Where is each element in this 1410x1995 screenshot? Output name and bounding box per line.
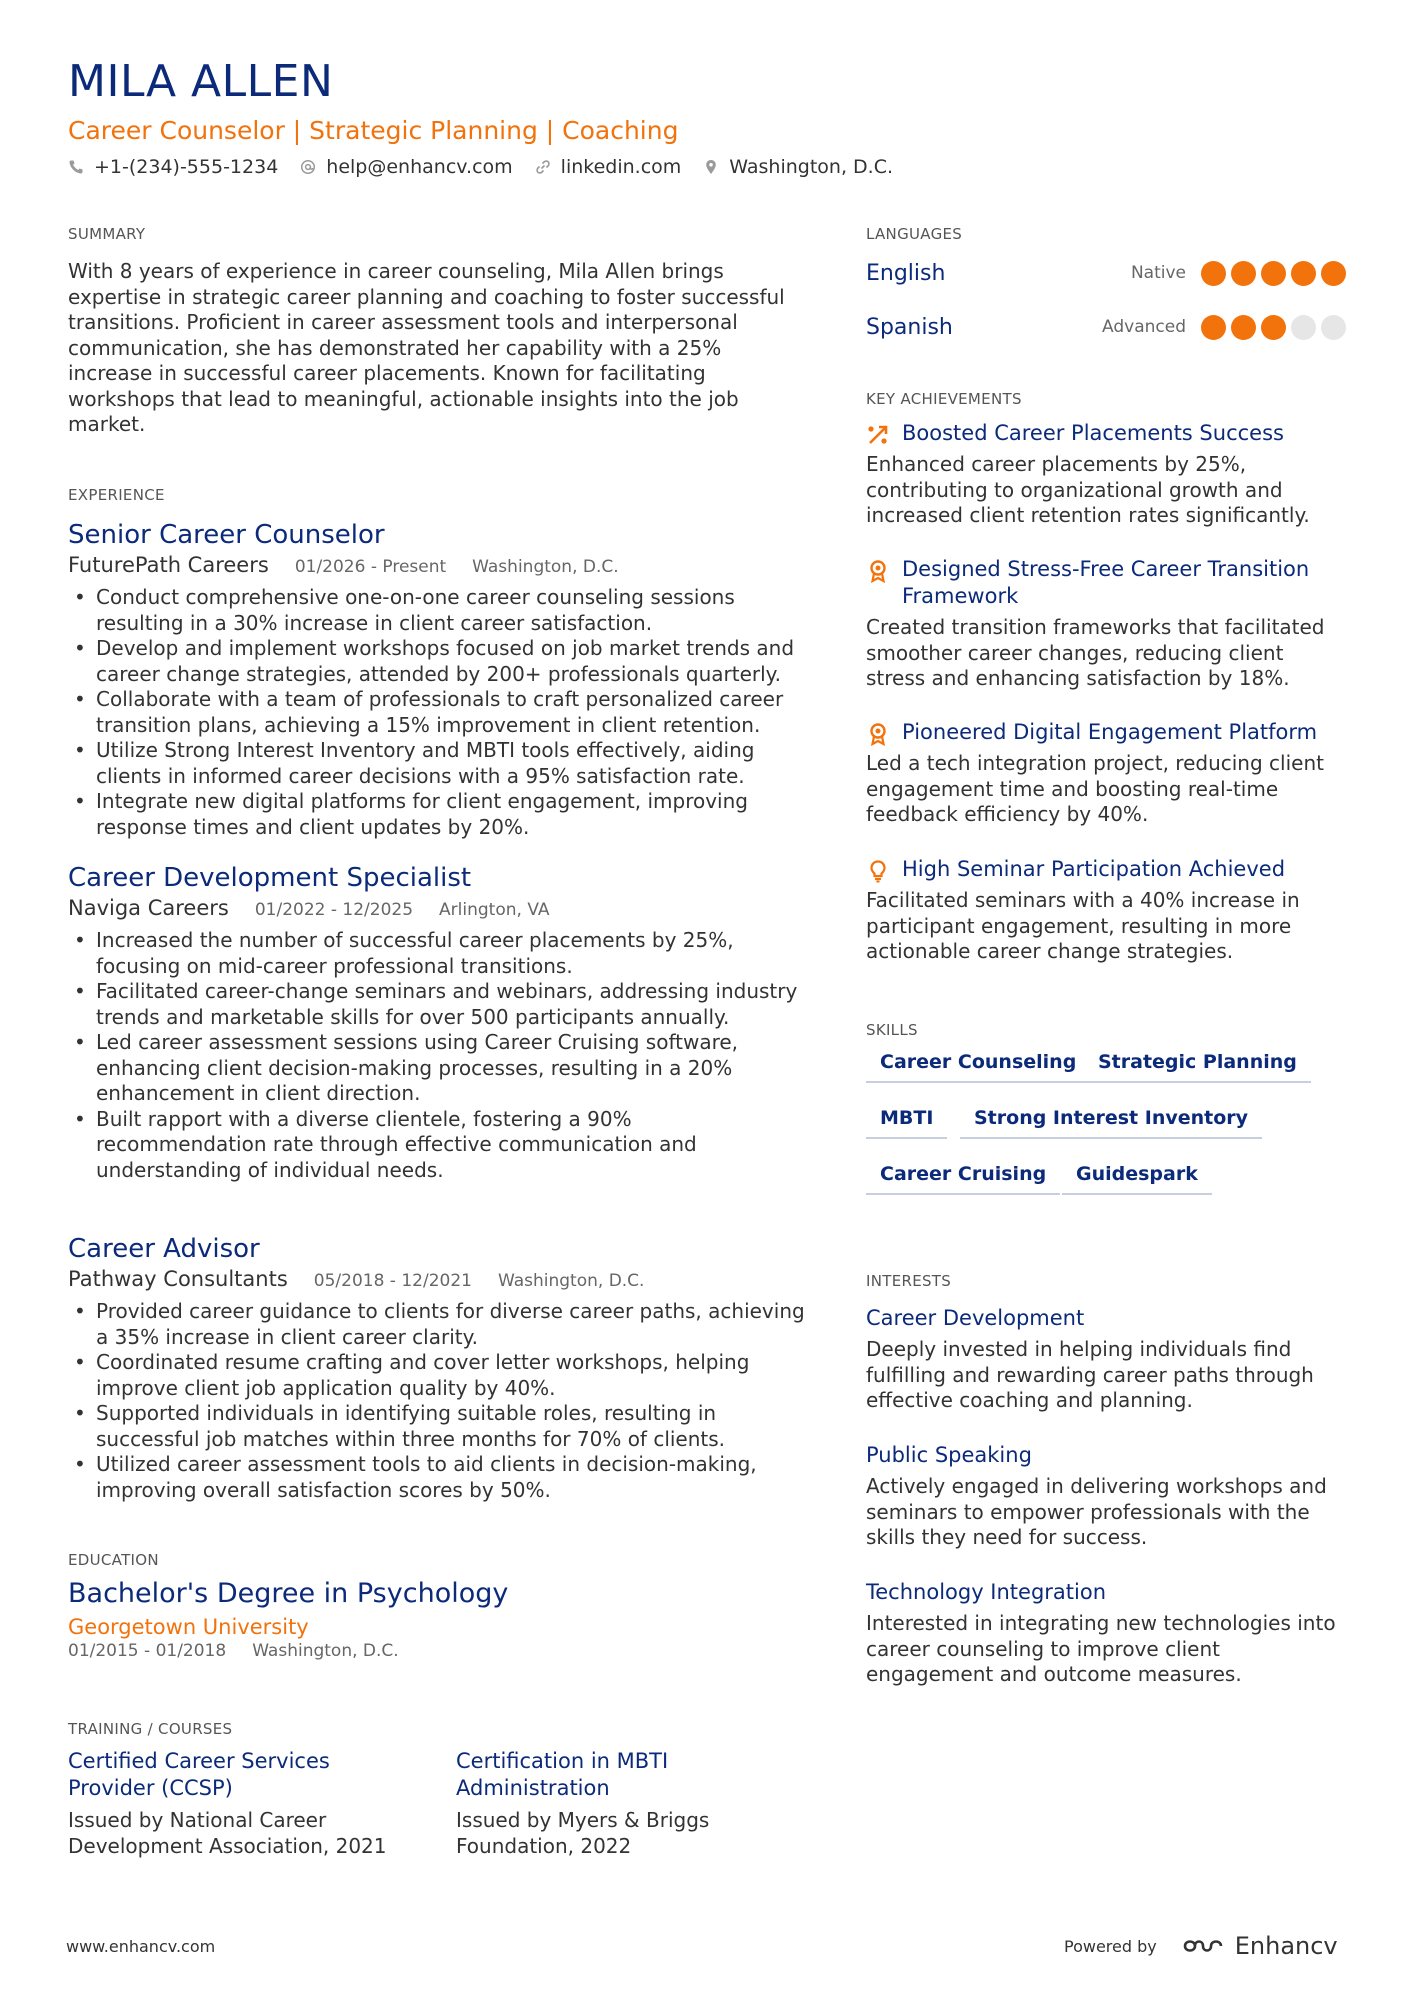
interest-entry [866,1442,1346,1551]
contact-phone[interactable] [68,156,278,178]
achievement-entry [866,420,1346,529]
achievements-heading: KEY ACHIEVEMENTS [866,390,1022,408]
achievement-entry [866,719,1346,828]
course-desc: Issued by Myers & Briggs Foundation, 2022 [456,1808,710,1858]
interest-desc: Deeply invested in helping individuals find fulfilling and rewarding career paths through effective coaching and planning. [866,1337,1314,1412]
achievement-head [866,856,1346,883]
job-bullets [68,585,808,840]
linkedin-text: linkedin.com [560,156,682,178]
education-entry [68,1577,808,1661]
job-bullet: • Supported individuals in identifying suitable roles, resulting in successful job matches within three months for 70% of clients. [68,1401,808,1452]
job-bullet: • Integrate new digital platforms for client engagement, improving response times and client updates by 20%. [68,789,808,840]
language-name: English [866,260,946,286]
job-bullet: • Led career assessment sessions using Career Cruising software, enhancing client decision-making processes, resulting in a 20% enhancement in client direction. [68,1030,808,1107]
achievement-entry [866,856,1346,965]
job-company: Pathway Consultants [68,1267,288,1291]
achievement-head [866,420,1346,447]
enhancv-logo-icon [1181,1935,1225,1957]
candidate-title: Career Counselor | Strategic Planning | Coaching [68,116,679,145]
achievement-head [866,719,1346,746]
course-desc: Issued by National Career Development Association, 2021 [68,1808,387,1858]
summary-heading: SUMMARY [68,225,146,243]
achievement-desc: Created transition frameworks that facilitated smoother career changes, reducing client stress and enhancing satisfaction by 18%. [866,615,1325,690]
language-rating [1201,315,1346,340]
job-company: Naviga Careers [68,896,229,920]
job-bullet: • Built rapport with a diverse clientele, fostering a 90% recommendation rate through effective communication and understanding of individual needs. [68,1107,808,1184]
rating-dot [1231,315,1256,340]
course-title: Certification in MBTI Administration [456,1749,669,1800]
job-bullet: • Increased the number of successful career placements by 25%, focusing on mid-career professional transitions. [68,928,808,979]
powered-by-label: Powered by [1064,1936,1157,1956]
skill-tag: Strong Interest Inventory [960,1107,1262,1139]
interest-title: Career Development [866,1306,1085,1330]
rating-dot [1291,315,1316,340]
job-entry [68,1233,808,1503]
award-icon [866,722,890,746]
language-row [866,257,1346,289]
job-bullet: • Utilize Strong Interest Inventory and MBTI tools effectively, aiding clients in informed career decisions with a 95% satisfaction rate. [68,738,808,789]
job-dates: 01/2022 - 12/2025 [254,900,414,920]
language-name: Spanish [866,314,953,340]
brand-logo[interactable] [1181,1932,1338,1960]
interest-entry [866,1579,1346,1688]
contact-email[interactable] [300,156,512,178]
rating-dot [1261,261,1286,286]
job-bullets [68,928,808,1183]
email-text: help@enhancv.com [326,156,513,178]
rating-dot [1201,261,1226,286]
course-title: Certified Career Services Provider (CCSP) [68,1749,330,1800]
rating-dot [1291,261,1316,286]
education-dates: 01/2015 - 01/2018 [68,1641,227,1661]
job-company: FuturePath Careers [68,553,269,577]
rating-dot [1201,315,1226,340]
lightbulb-icon [866,859,890,883]
interests-heading: INTERESTS [866,1272,952,1290]
contact-location [703,156,893,178]
achievement-title: Pioneered Digital Engagement Platform [902,720,1318,744]
link-icon [535,159,551,175]
rating-dot [1321,315,1346,340]
job-entry [68,519,808,840]
education-meta [68,1641,808,1661]
contact-linkedin[interactable] [535,156,682,178]
job-dates: 05/2018 - 12/2021 [313,1271,472,1291]
rating-dot [1231,261,1256,286]
training-heading: TRAINING / COURSES [68,1720,233,1738]
language-rating [1201,261,1346,286]
job-location: Arlington, VA [439,900,550,920]
job-bullet: • Collaborate with a team of professionals to craft personalized career transition plans, achieving a 15% improvement in client retention. [68,687,808,738]
achievement-title: High Seminar Participation Achieved [902,857,1286,881]
location-text: Washington, D.C. [729,156,894,178]
contact-bar [68,156,893,178]
phone-text: +1-(234)-555-1234 [94,156,279,178]
job-meta [68,553,808,577]
location-pin-icon [703,159,719,175]
growth-icon [866,423,890,447]
job-title: Career Development Specialist [68,863,472,893]
job-meta [68,1267,808,1291]
skill-tag: Career Counseling [866,1051,1090,1083]
interest-desc: Interested in integrating new technologies into career counseling to improve client engagement and outcome measures. [866,1611,1336,1686]
job-dates: 01/2026 - Present [294,557,447,577]
experience-heading: EXPERIENCE [68,486,165,504]
candidate-name: MILA ALLEN [68,56,334,107]
job-title: Senior Career Counselor [68,520,385,550]
interest-title: Public Speaking [866,1443,1032,1467]
interest-entry [866,1305,1346,1414]
achievement-desc: Enhanced career placements by 25%, contributing to organizational growth and increased client retention rates significantly. [866,452,1310,527]
interest-title: Technology Integration [866,1580,1107,1604]
achievement-title: Boosted Career Placements Success [902,421,1284,445]
summary-text: With 8 years of experience in career counseling, Mila Allen brings expertise in strategic career planning and coaching to foster successful transitions. Proficient in career assessment tools and interpersonal communication, she has demonstrated her capability with a 25% increase in successful career placements. Known for facilitating workshops that lead to meaningful, actionable insights into the job market. [68,259,785,436]
achievement-entry [866,556,1346,692]
education-location: Washington, D.C. [252,1641,399,1661]
job-bullet: • Utilized career assessment tools to aid clients in decision-making, improving overall satisfaction scores by 50%. [68,1452,808,1503]
job-location: Washington, D.C. [497,1271,645,1291]
at-icon [300,159,316,175]
interest-desc: Actively engaged in delivering workshops and seminars to empower professionals with the skills they need for success. [866,1474,1327,1549]
skill-tag: MBTI [866,1107,947,1139]
job-bullet: • Develop and implement workshops focused on job market trends and career change strategies, attended by 200+ professionals quarterly. [68,636,808,687]
skill-tag: Strategic Planning [1084,1051,1311,1083]
education-school: Georgetown University [68,1615,309,1639]
job-bullet: • Provided career guidance to clients for diverse career paths, achieving a 35% increase in client career clarity. [68,1299,808,1350]
achievement-head [866,556,1346,610]
education-degree: Bachelor's Degree in Psychology [68,1578,509,1609]
job-entry [68,862,808,1183]
brand-name: Enhancv [1234,1932,1338,1960]
job-location: Washington, D.C. [472,557,619,577]
achievement-desc: Facilitated seminars with a 40% increase in participant engagement, resulting in more actionable career change strategies. [866,888,1300,963]
footer-website[interactable]: www.enhancv.com [66,1937,216,1956]
rating-dot [1321,261,1346,286]
job-meta [68,896,808,920]
award-icon [866,559,890,583]
job-bullets [68,1299,808,1503]
skill-tag: Career Cruising [866,1163,1060,1195]
achievement-desc: Led a tech integration project, reducing client engagement time and boosting real-time feedback efficiency by 40%. [866,751,1324,826]
achievement-title: Designed Stress-Free Career Transition Framework [902,557,1310,608]
phone-icon [68,159,84,175]
language-row [866,311,1346,343]
footer-branding [1064,1932,1338,1960]
skill-tag: Guidespark [1062,1163,1212,1195]
job-title: Career Advisor [68,1234,260,1264]
rating-dot [1261,315,1286,340]
language-level: Native [1130,263,1186,283]
course-entry [68,1748,398,1859]
language-level: Advanced [1102,317,1186,337]
job-bullet: • Facilitated career-change seminars and webinars, addressing industry trends and marketable skills for over 500 participants annually. [68,979,808,1030]
languages-heading: LANGUAGES [866,225,963,243]
job-bullet: • Coordinated resume crafting and cover letter workshops, helping improve client job application quality by 40%. [68,1350,808,1401]
job-bullet: • Conduct comprehensive one-on-one career counseling sessions resulting in a 30% increase in client career satisfaction. [68,585,808,636]
education-heading: EDUCATION [68,1551,159,1569]
skills-heading: SKILLS [866,1021,918,1039]
course-entry [456,1748,756,1859]
